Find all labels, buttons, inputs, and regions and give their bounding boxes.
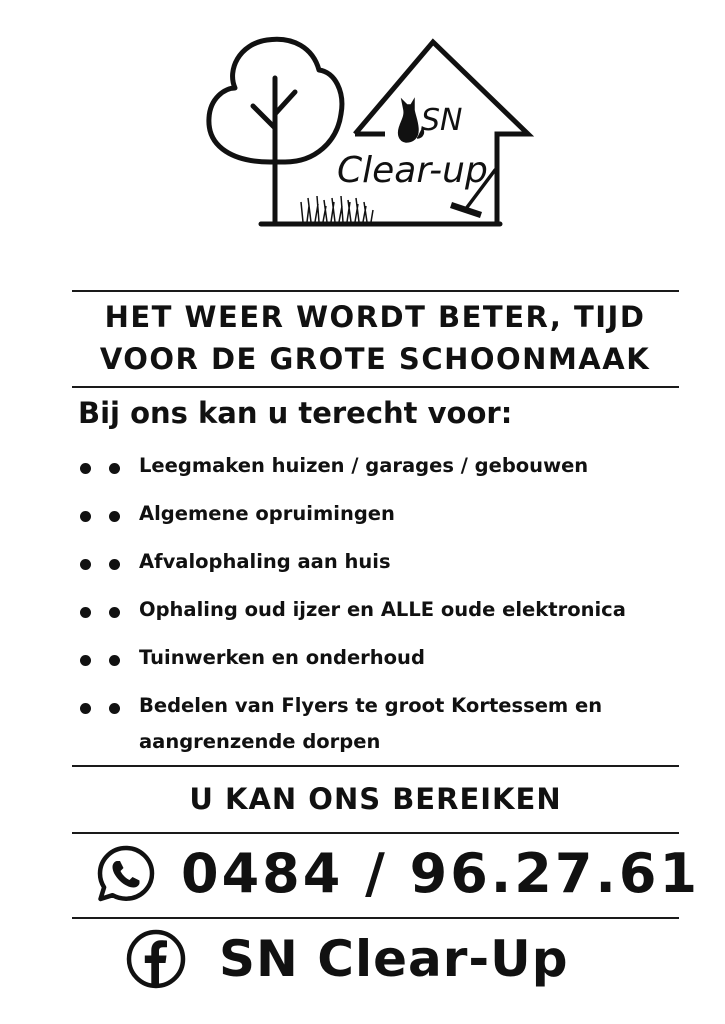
- divider: [72, 386, 679, 388]
- bullet-icon: [78, 640, 128, 676]
- divider: [72, 832, 679, 834]
- whatsapp-icon: [95, 843, 157, 905]
- logo-initials: SN: [421, 103, 463, 138]
- bullet-icon: [78, 448, 128, 484]
- service-label: Algemene opruimingen: [139, 502, 395, 525]
- list-item: [78, 544, 698, 580]
- phone-number: 0484 / 96.27.61: [181, 842, 701, 905]
- service-label: Ophaling oud ijzer en ALLE oude elektronica: [139, 598, 626, 621]
- divider: [72, 765, 679, 767]
- reach-heading: U KAN ONS BEREIKEN: [189, 782, 562, 816]
- bullet-icon: [78, 544, 128, 580]
- divider: [72, 917, 679, 919]
- list-item: [78, 640, 698, 676]
- list-item: [78, 448, 698, 484]
- headline-line-1: HET WEER WORDT BETER, TIJD: [104, 300, 646, 334]
- bullet-icon: [78, 592, 128, 628]
- phone-contact[interactable]: [95, 842, 700, 905]
- facebook-page-name: SN Clear-Up: [219, 930, 569, 988]
- service-label: Bedelen van Flyers te groot Kortessem en aangrenzende dorpen: [139, 694, 603, 753]
- list-item: [78, 688, 698, 760]
- headline-line-2: VOOR DE GROTE SCHOONMAAK: [99, 342, 651, 376]
- facebook-contact[interactable]: [125, 928, 569, 990]
- house-tree-cat-logo: [195, 30, 540, 235]
- service-label: Leegmaken huizen / garages / gebouwen: [139, 454, 589, 477]
- bullet-icon: [78, 688, 128, 724]
- logo-name: Clear-up: [337, 150, 488, 191]
- service-label: Afvalophaling aan huis: [139, 550, 391, 573]
- divider: [72, 290, 679, 292]
- service-label: Tuinwerken en onderhoud: [139, 646, 425, 669]
- bullet-icon: [78, 496, 128, 532]
- intro-text: Bij ons kan u terecht voor:: [78, 396, 513, 430]
- facebook-icon: [125, 928, 187, 990]
- services-list: [78, 448, 698, 772]
- headline: [40, 296, 710, 380]
- list-item: [78, 496, 698, 532]
- list-item: [78, 592, 698, 628]
